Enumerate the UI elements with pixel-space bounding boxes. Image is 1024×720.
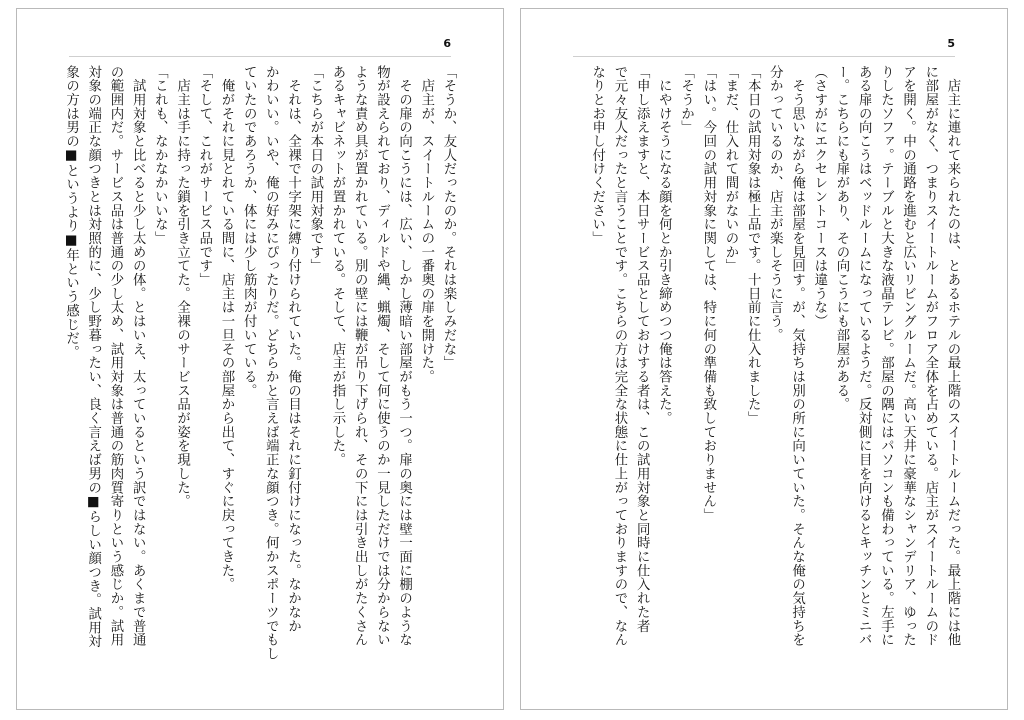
page-right: [520, 8, 1008, 710]
text-line: 店主は手に持った鎖を引き立てた。全裸のサービス品が姿を現した。: [174, 65, 190, 509]
text-line: 「まだ、仕入れて間がないのか」: [722, 65, 738, 273]
text-line: 「そうか」: [678, 65, 694, 135]
text-line: （さすがにエクセレントコースは違うな）: [811, 65, 827, 329]
text-line: アを開く。中の通路を進むと広いリビングルームだ。高い天井に豪華なシャンデリア、ゆった: [900, 65, 916, 647]
text-line: 「こちらが本日の試用対象です」: [307, 65, 323, 273]
text-column: [63, 65, 459, 689]
text-line: 店主が、スイートルームの一番奥の扉を開けた。: [418, 65, 434, 384]
text-line: その扉の向こうには、広い、しかし薄暗い部屋がもう一つ。扉の奥には壁一面に棚のような: [396, 65, 412, 647]
header-rule: [573, 56, 955, 57]
page-left: [16, 8, 504, 710]
text-line: ような責め具が置かれている。別の壁には鞭が吊り下げられ、その下には引き出しがたくさん: [352, 65, 368, 647]
text-line: かわいい。いや、俺の好みにぴったりだ。どちらかと言えば端正な顔つき。何かスポーツでもし: [263, 65, 279, 661]
text-line: 物が設えられており、ディルドや縄、蝋燭、そして何に使うのか一見しただけでは分からない: [374, 65, 390, 647]
text-line: 「そうか、友人だったのか。それは楽しみだな」: [441, 65, 456, 370]
page-number: 6: [443, 37, 451, 50]
text-line: そう思いながら俺は部屋を見回す。が、気持ちは別の所に向いていた。そんな俺の気持ちを: [789, 65, 805, 647]
text-line: 「そして、これがサービス品です」: [196, 65, 212, 287]
text-line: 象の方は男の■というより■年という感じだ。: [63, 65, 79, 360]
text-line: で元々友人だったと言うことです。こちらの方は完全な状態に仕上がっておりますので、なん: [611, 65, 627, 647]
text-line: 「これも、なかなかいいな」: [152, 65, 168, 246]
text-line: の範囲内だ。サービス品は普通の少し太め、試用対象は普通の筋肉質寄りという感じか。試用: [107, 65, 123, 647]
text-line: なりとお申し付けください」: [589, 65, 605, 246]
text-line: ある扉の向こうはベッドルームになっているようだ。反対側に目を向けるとキッチンとミニバ: [856, 65, 872, 647]
text-line: 「本日の試用対象は極上品です。十日前に仕入れました」: [745, 65, 761, 426]
text-column: [567, 65, 963, 689]
text-line: 俺がそれに見とれている間に、店主は一旦その部屋から出て、すぐに戻ってきた。: [218, 65, 234, 592]
header-rule: [69, 56, 451, 57]
text-line: あるキャビネットが置かれている。そして、店主が指し示した。: [329, 65, 345, 467]
text-line: それは、全裸で十字架に縛り付けられていた。俺の目はそれに釘付けになった。なかなか: [285, 65, 301, 633]
text-line: 「申し添えますと、本日サービス品としておけする者は、この試用対象と同時に仕入れた者: [634, 65, 650, 633]
text-line: 店主に連れて来られたのは、とあるホテルの最上階のスイートルームだった。最上階には他: [945, 65, 960, 647]
page-number: 5: [947, 37, 955, 50]
text-line: に部屋がなく、つまりスイートルームがフロア全体を占めている。店主がスイートルームのド: [922, 65, 938, 647]
text-line: ていたのであろうか、体には少し筋肉が付いている。: [241, 65, 257, 398]
text-line: 分かっているのか、店主が楽しそうに言う。: [767, 65, 783, 342]
text-line: 試用対象と比べると少し太めの体。とはいえ、太っているという訳ではない。あくまで普通: [130, 65, 146, 647]
text-line: にやけそうになる顔を何とか引き締めつつ俺は答えた。: [656, 65, 672, 426]
text-line: ー。こちらにも扉があり、その向こうにも部屋がある。: [833, 65, 849, 412]
text-line: りしたソファ。テーブルと大きな液晶テレビ。部屋の隅にはパソコンも備わっている。左手に: [878, 65, 894, 647]
text-line: 対象の端正な顔つきとは対照的に、少し野暮ったい、良く言えば男の■らしい顔つき。試用対: [85, 65, 101, 649]
text-line: 「はい。今回の試用対象に関しては、特に何の準備も致しておりません」: [700, 65, 716, 523]
